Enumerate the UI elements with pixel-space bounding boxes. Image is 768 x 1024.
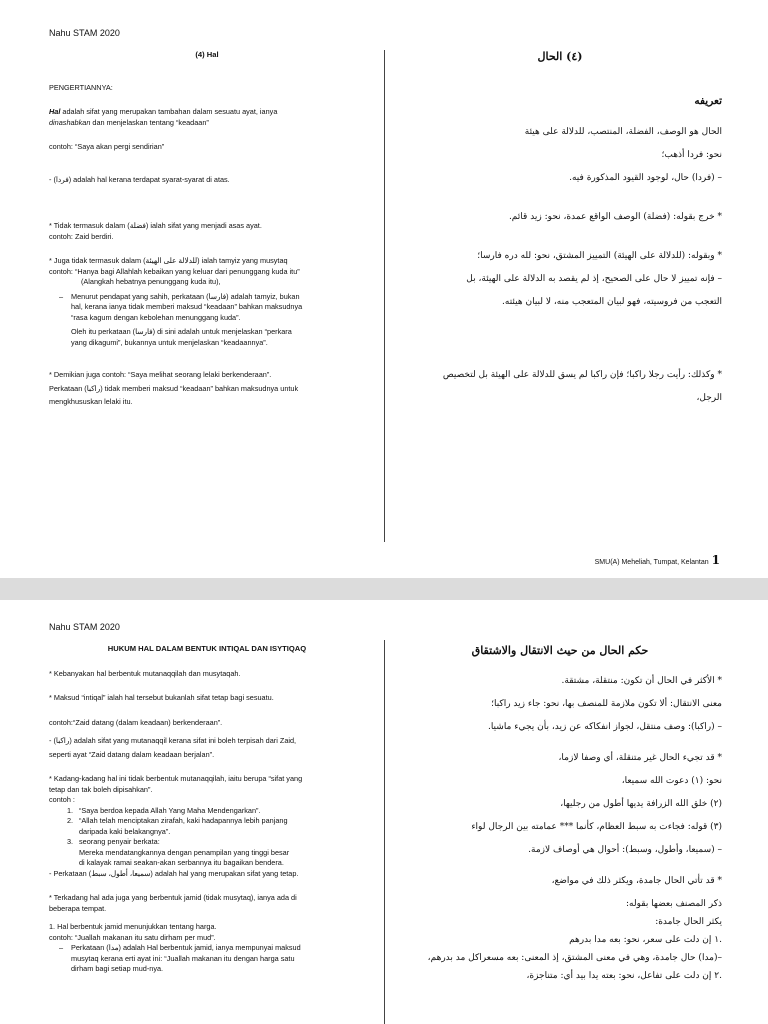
arabic-text: * الأكثر في الحال أن تكون: منتقلة، مشتقة. [561,676,722,686]
example-text: contoh: Zaid berdiri. [49,231,114,241]
note-text: tetap dan tak boleh dipisahkan”. [49,784,153,794]
arabic-text: نحو: (١) دعوت الله سميعا، [621,776,722,786]
right-column-arabic [398,644,722,988]
note-text: * Juga tidak termasuk dalam (للدلالة على الهيئة) ialah tamyiz yang musytaq [49,256,288,265]
arabic-title: حكم الحال من حيث الانتقال والاشتقاق [471,644,649,657]
note-text: mengkhususkan lelaki itu. [49,397,133,406]
page-header: Nahu STAM 2020 [49,622,120,632]
arabic-text: الحال هو الوصف، الفضلة، المنتصب، للدلالة على هيئة [524,127,722,137]
arabic-text: (٢) خلق الله الزرافة يديها أطول من رجليها، [560,799,722,809]
note-text: * Terkadang hal ada juga yang berbentuk jamid (tidak musytaq), ianya ada di [49,893,297,902]
arabic-text: نحو: فردا أذهب؛ [661,150,722,160]
note-text: - Perkataan (سميعا، أطول، سبط) adalah hal yang merupakan sifat yang tetap. [49,868,299,878]
list-item: 3. seorang penyair berkata: Mereka mendatangkannya dengan penampilan yang tinggi besar di kalayak ramai seakan-akan serbannya itu bagaikan bendera. [67,837,290,867]
arabic-text: ذكر المصنف بعضها بقوله: [626,899,722,909]
arabic-text: * وبقوله: (للدلالة على الهيئة) التمييز المشتق، نحو: لله دره فارسا؛ [477,251,722,261]
note-text: * Tidak termasuk dalam (فضلة) ialah sifat yang menjadi asas ayat. [49,221,262,230]
column-divider [384,640,385,1024]
example-text: contoh:“Zaid datang (dalam keadaan) berkenderaan”. [49,717,223,727]
arabic-text: – (راكبا): وصف منتقل، لجواز انفكاكه عن زيد، بأن يجيء ماشيا. [487,722,722,732]
arabic-text: – (فردا) حال، لوجود القيود المذكورة فيه. [569,173,722,183]
arabic-heading: تعريفه [694,95,722,107]
arabic-text: * قد تجيء الحال غير متنقلة، أي وصفا لازما، [558,753,722,763]
arabic-text: (٣) قوله: فجاءت به سبط العظام، كأنما *** عمامته بين الرجال لواء [471,822,722,832]
note-text: Perkataan (راكبا) tidak memberi maksud “keadaan” bahkan maksudnya untuk [49,383,299,393]
page-header: Nahu STAM 2020 [49,28,120,38]
note-text: * Demikian juga contoh: “Saya melihat seorang lelaki berkenderaan”. [49,370,272,379]
column-divider [384,50,385,542]
note-text: 1. Hal berbentuk jamid menunjukkan tentang harga. [49,922,217,931]
note-text: beberapa tempat. [49,903,107,913]
section-title: HUKUM HAL DALAM BENTUK INTIQAL DAN ISYTIQAQ [107,644,307,653]
page-footer: SMU(A) Meheliah, Tumpat, Kelantan 1 [594,553,720,567]
left-column-malay [49,50,365,408]
arabic-text: – (سميعا، وأطول، وسبط): أحوال هي أوصاف لازمة. [528,845,722,855]
bullet-item: – Perkataan (مدا) adalah Hal berbentuk jamid, ianya mempunyai maksud musytaq kerana erti ayat ini: “Juallah makanan itu dengan harga satu dirham bagi setiap mud-nya. [59,943,301,973]
bullet-item: – Menurut pendapat yang sahih, perkataan (فارسا) adalah tamyiz, bukan hal, kerana ianya tidak memberi maksud “keadaan” bahkan maksudnya “rasa kagum dengan kebolehan menunggang kuda”. Oleh itu perkataan (فارسا) di sini adalah untuk menjelaskan “perkara yang dikagumi”, bukannya untuk menjelaskan “keadaannya”. [59,291,303,347]
right-column-arabic [398,50,722,415]
example-text: contoh: “Hanya bagi Allahlah kebaikan yang keluar dari penunggang kuda itu” [49,266,300,276]
page-number: 1 [711,553,720,567]
page-2 [0,600,768,1024]
arabic-text: – فإنه تمييز لا حال على الصحيح، إذ لم يقصد به الدلالة على الهيئة، بل [466,274,722,284]
left-column-malay [49,644,365,975]
arabic-text: * قد تأتي الحال جامدة، ويكثر ذلك في مواضع، [551,876,722,886]
list-item: 2. “Allah telah menciptakan zirafah, kaki hadapannya lebih panjang daripada kaki belakangnya”. [67,816,288,836]
note-text: seperti ayat “Zaid datang dalam keadaan berjalan”. [49,749,215,759]
section-heading: PENGERTIANNYA: [49,82,113,92]
list-item: 1. “Saya berdoa kepada Allah Yang Maha Mendengarkan”. [67,805,261,815]
arabic-text: معنى الانتقال: ألا تكون ملازمة للمنصف بها، نحو: جاء زيد راكبا؛ [491,699,722,709]
section-title: (4) Hal [195,50,219,59]
arabic-text: .٢ إن دلت على تفاعل، نحو: بعته يدا بيد أي: متناجزة، [526,971,722,981]
example-text: (Alangkah hebatnya penunggang kuda itu), [81,277,221,286]
arabic-text: –(مدا) حال جامدة، وهي في معنى المشتق، إذ المعنى: بعه مسعراكل مد بدرهم، [427,953,722,963]
note-text: * Kadang-kadang hal ini tidak berbentuk mutanaqqilah, iaitu berupa “sifat yang [49,774,303,783]
arabic-text: .١ إن دلت على سعر، نحو: بعه مدا بدرهم [569,935,722,945]
example-text: contoh: “Saya akan pergi sendirian” [49,142,165,151]
note-text: - (راكبا) adalah sifat yang mutanaqqil kerana sifat ini boleh terpisah dari Zaid, [49,736,297,745]
arabic-text: التعجب من فروسيته، فهو لبيان المتعجب منه، لا لبيان هيئته. [502,297,722,307]
arabic-text: * وكذلك: رأيت رجلا راكبا؛ فإن راكبا لم يسق للدلالة على الهيئة بل لتخصيص [442,370,722,380]
note-text: * Kebanyakan hal berbentuk mutanaqqilah dan musytaqah. [49,668,241,678]
note-text: - (فردا) adalah hal kerana terdapat syarat-syarat di atas. [49,174,230,184]
arabic-title: (٤) الحال [537,50,583,63]
example-text: contoh: “Juallah makanan itu satu dirham per mud”. [49,932,216,942]
arabic-text: الرجل، [696,393,722,403]
note-text: * Maksud “intiqal” ialah hal tersebut bukanlah sifat tetap bagi sesuatu. [49,693,274,702]
arabic-text: * خرج بقوله: (فضلة) الوصف الواقع عمدة، نحو: زيد قائم. [508,212,722,222]
definition: Hal adalah sifat yang merupakan tambahan dalam sesuatu ayat, ianya dinashabkan dan menjelaskan tentang “keadaan” [49,107,278,127]
note-text: contoh : [49,795,75,804]
arabic-text: يكثر الحال جامدة: [655,917,722,927]
